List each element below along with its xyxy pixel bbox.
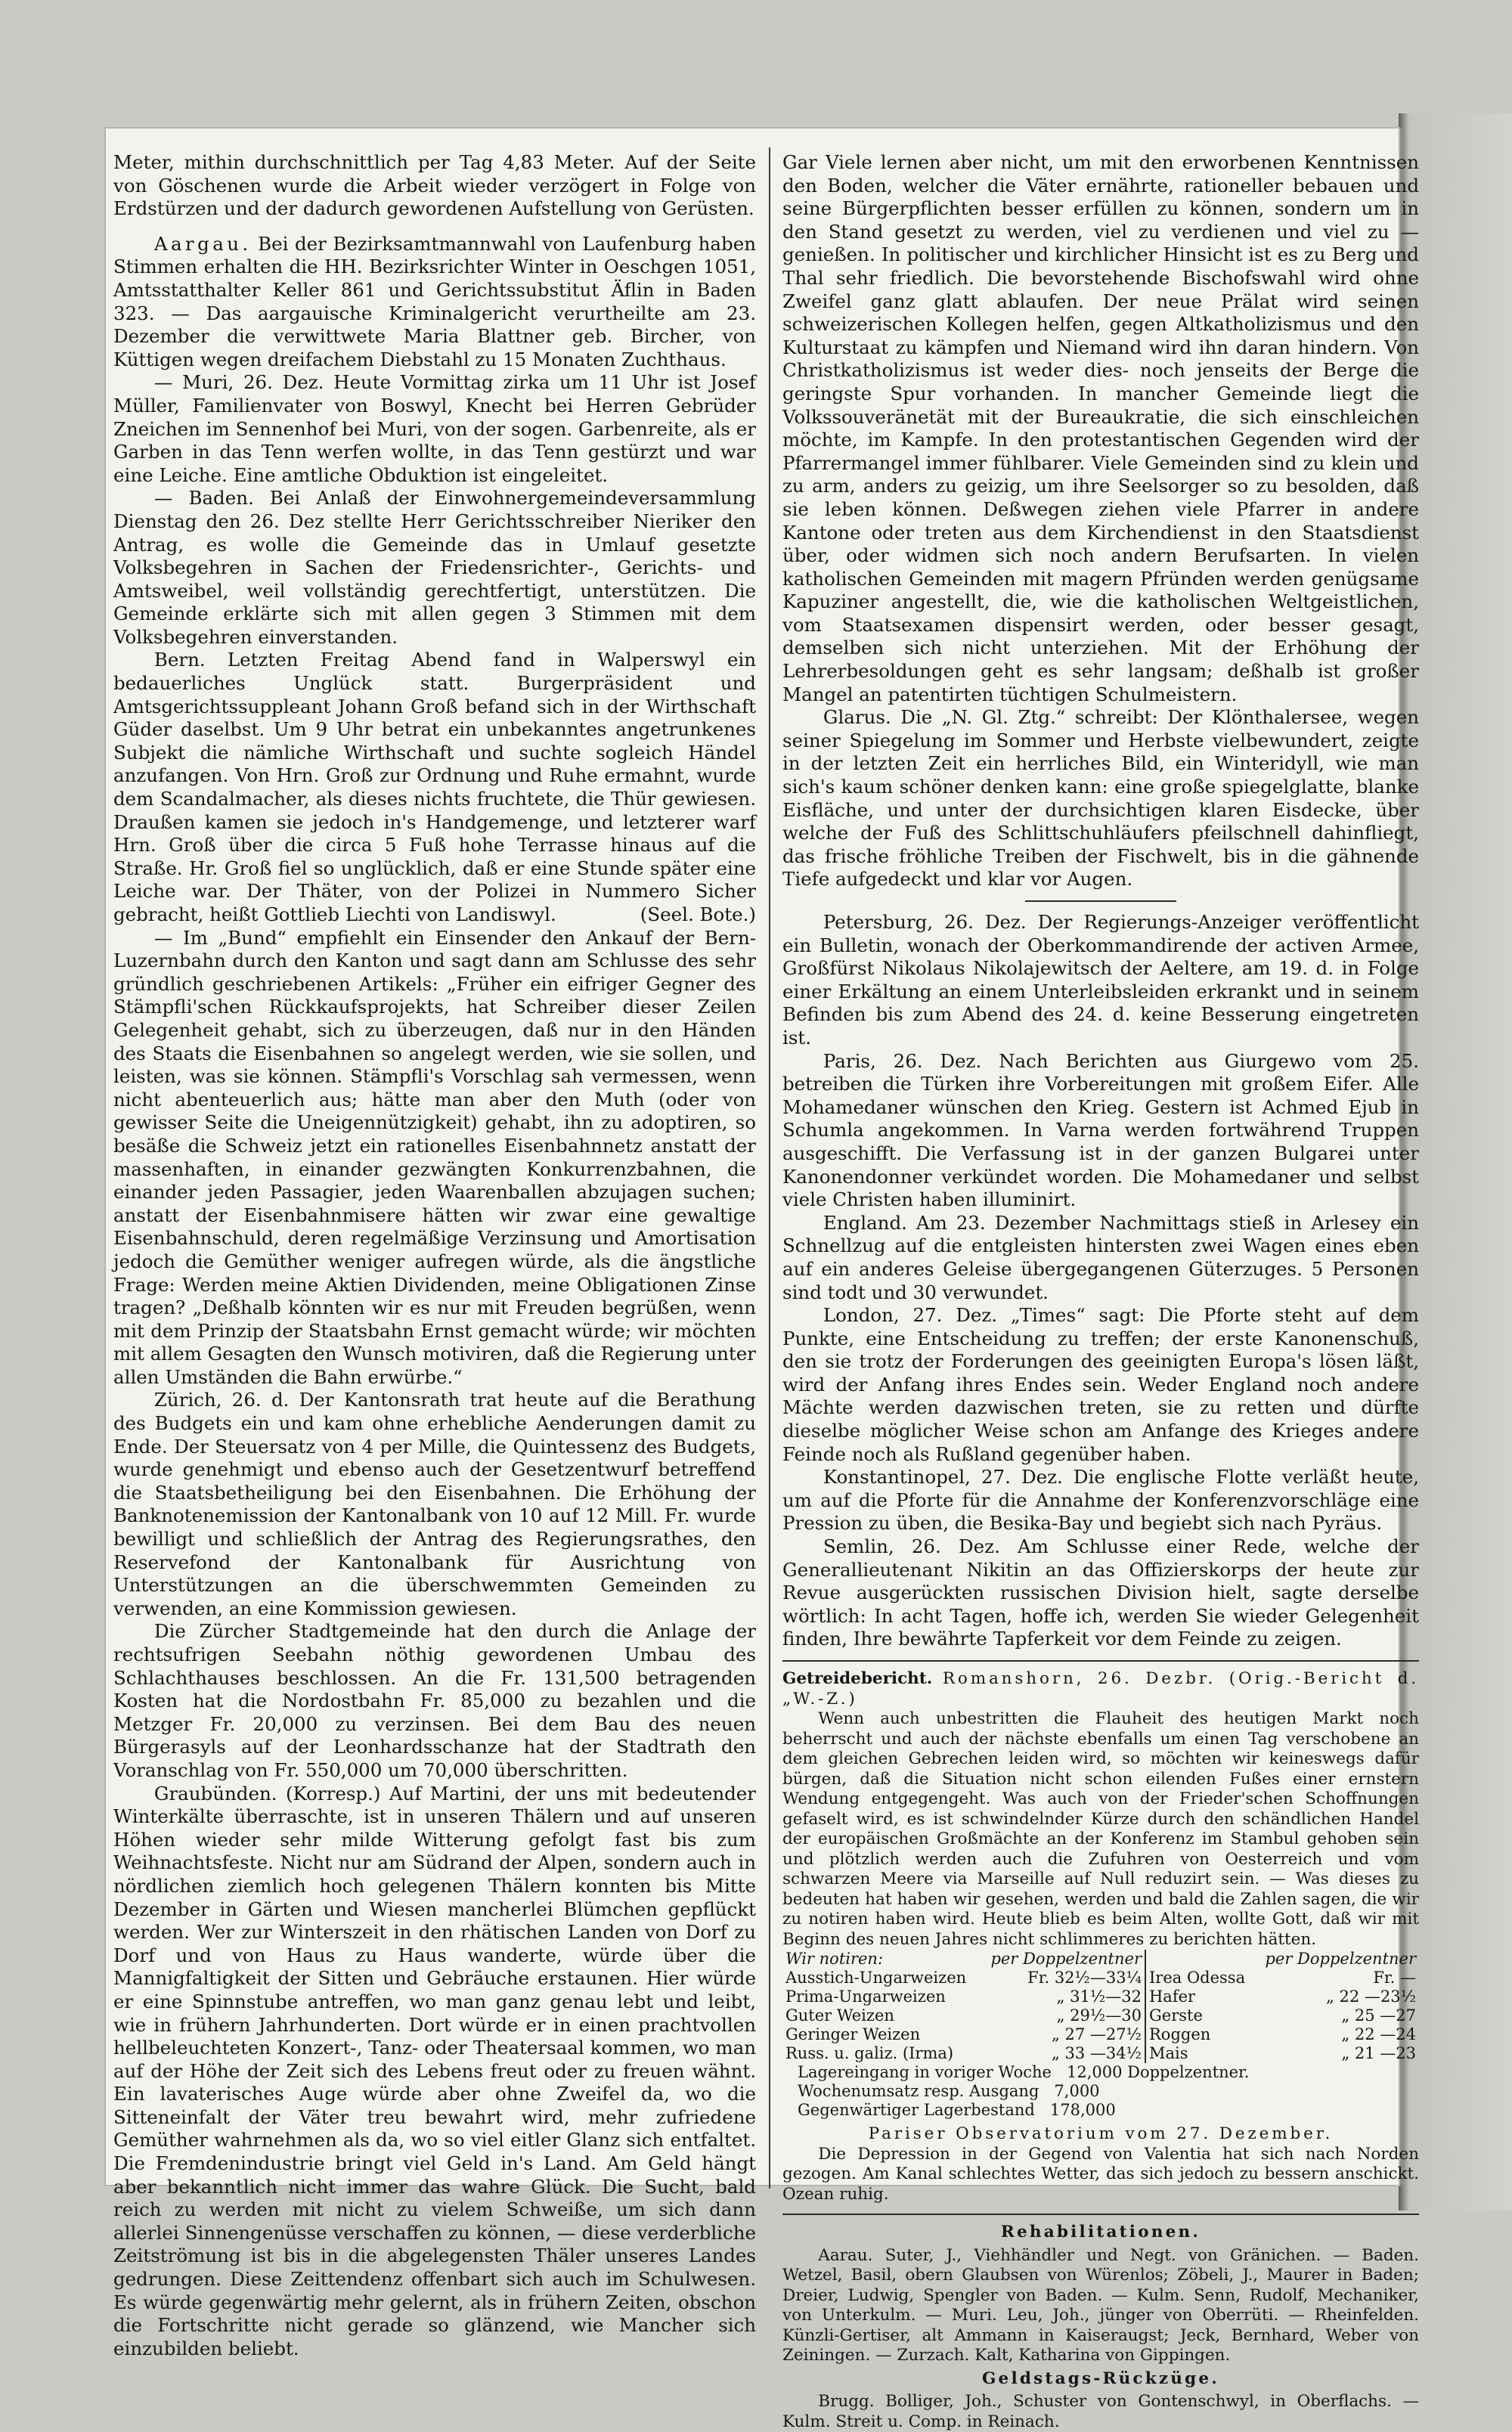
summary-row [798,2063,1419,2082]
observatory-head: Pariser Observatorium vom 27. Dezember. [868,2124,1334,2143]
grain-price-table [782,1950,1419,2063]
bern-body: Bern. Letzten Freitag Abend fand in Walperswyl ein bedauerliches Unglück statt. Burgerpräsident und Amtsgerichtssuppleant Johann Groß befand sich in der Wirthschaft Güder daselbst. Um 9 Uhr betrat ein unbekanntes angetrunkenes Subjekt die nämliche Wirthschaft und suchte sogleich Händel anzufangen. Von Hrn. Groß zur Ordnung und Ruhe ermahnt, wurde dem Scandalmacher, als dieses nichts fruchtete, die Thür gewiesen. Draußen kamen sie jedoch in's Handgemenge, und letzterer warf Hrn. Groß über die circa 5 Fuß hohe Terrasse hinaus auf die Straße. Hr. Groß fiel so unglücklich, daß er eine Stunde später eine Leiche war. Der Thäter, von der Polizei in Nummero Sicher gebracht, heißt Gottlieb Liechti von Landiswyl. [113,649,756,925]
left-header-unit: per Doppelzentner [990,1950,1142,1968]
table-row [782,2006,1419,2025]
notices [782,2223,1419,2432]
article-bund: — Im „Bund“ empfiehlt ein Einsender den Ankauf der Bern-Luzernbahn durch den Kanton und sagt dann am Schlusse des sehr gründlich geschriebenen Artikels: „Früher ein eifriger Gegner des Stämpfli'schen Rückkaufsprojekts, hat Schreiber dieser Zeilen Gelegenheit gehabt, sich zu überzeugen, daß nur in den Händen des Staats die Eisenbahnen so angelegt werden, wie sie sollen, und leisten, was sie können. Stämpfli's Vorschlag sah vermessen, wenn nicht abenteuerlich aus; hätte man aber den Muth (oder von gewisser Seite die Uneigennützigkeit) gehabt, ihn zu adoptiren, so besäße die Schweiz jetzt ein rationelles Eisenbahnnetz anstatt der massenhaften, in einander gezwängten Konkurrenzbahnen, die einander jeden Passagier, jeden Waarenballen abzujagen suchen; anstatt der Eisenbahnmisere hätten wir zwar eine gewaltige Eisenbahnschuld, deren regelmäßige Verzinsung und Amortisation jedoch die Gemüther weniger aufregen würde, als die ängstliche Frage: Werden meine Aktien Dividenden, meine Obligationen Zinse tragen? „Deßhalb könnten wir es nur mit Freuden begrüßen, wenn mit dem Prinzip der Staatsbahn Ernst gemacht würde; wir möchten mit allem Gesagten den Wunsch motiviren, daß die Regierung unter allen Umständen die Bahn erwürbe.“ [113,926,756,1388]
grain-head: Getreidebericht. [782,1669,933,1688]
grain-price: „ 27 —27½ [1051,2025,1142,2043]
observatory-body: Die Depression in der Gegend von Valentia hat sich nach Norden gezogen. Am Kanal schlechtes Wetter, das sich jedoch zu bessern anschickt. Ozean ruhig. [782,2144,1419,2204]
grain-place: Romanshorn, 26. Dezbr. (Orig.-Bericht d. „W.-Z.) [782,1669,1419,1709]
rehab-head: Rehabilitationen. [1000,2223,1201,2241]
grain-name: Roggen [1145,2025,1253,2044]
bern-source: (Seel. Bote.) [640,903,756,925]
article-england: England. Am 23. Dezember Nachmittags stieß in Arlesey ein Schnellzug auf die entgleisten hintersten zwei Wagen eines eben auf ein anderes Geleise übergegangenen Güterzuges. 5 Personen sind todt und 30 verwundet. [782,1211,1419,1303]
right-header-label [1145,1950,1253,1969]
article-muri: — Muri, 26. Dez. Heute Vormittag zirka um 11 Uhr ist Josef Müller, Familienvater von Boswyl, Knecht bei Herren Gebrüder Zneichen im Sennenhof bei Muri, von der sogen. Garbenreite, als er Garben in das Tenn werfen wollte, in das Tenn gestürzt und war eine Leiche. Eine amtliche Obduktion ist eingeleitet. [113,371,756,486]
grain-name: Irea Odessa [1145,1969,1253,1987]
divider [1025,900,1176,902]
grain-heading [782,1669,1419,1709]
table-row [782,2025,1419,2044]
grain-body: Wenn auch unbestritten die Flauheit des heutigen Markt noch beherrscht und auch der nächste ebenfalls um einen Tag verschobene an dem gleichen Gebrechen leiden wird, so möchten wir keineswegs dafür bürgen, daß die Situation nicht schon eilenden Fußes einer ernstern Wendung entgegengeht. Was auch von der Frieder'schen Schoffnungen gefaselt wird, es ist schwindelnder Kürze durch den schändlichen Handel der europäischen Großmächte an der Konferenz im Stambul gehoben sein und plötzlich werden auch die Zufuhren von Oesterreich und vom schwarzen Meere via Marseille auf Null reduzirt sein. — Was dieses zu bedeuten hat haben wir gesehen, werden und bald die Zahlen sagen, die wir zu notiren haben wird. Heute blieb es beim Alten, wollte Gott, daß wir mit Beginn des neuen Jahres nicht schlimmeres zu berichten hätten. [782,1709,1419,1949]
aargau-body: Bei der Bezirksamtmannwahl von Laufenburg haben Stimmen erhalten die HH. Bezirksrichter Winter in Oeschgen 1051, Amtsstatthalter Keller 861 und Gerichtssubstitut Äflin in Baden 323. — Das aargauische Kriminalgericht verurtheilte am 23. Dezember die verwittwete Maria Blattner geb. Bircher, von Küttigen wegen dreifachem Diebstahl zu 15 Monaten Zuchthaus. [113,232,756,370]
grain-price: „ 31½—32 [1056,1987,1142,2006]
grain-name: Guter Weizen [785,2006,894,2025]
article-petersburg: Petersburg, 26. Dez. Der Regierungs-Anzeiger veröffentlicht ein Bulletin, wonach der Oberkommandirende der activen Armee, Großfürst Nikolaus Nikolajewitsch der Aeltere, am 19. d. in Folge einer Erkältung an einem Unterleibsleiden erkrankt und in seinem Befinden bis zum Abend des 24. d. keine Besserung eingetreten ist. [782,911,1419,1049]
grain-name: Russ. u. galiz. (Irma) [785,2044,954,2062]
left-column [113,151,756,2360]
grain-price: „ 22 —24 [1341,2025,1416,2043]
aargau-head: Aargau. [153,232,252,255]
summary-row [798,2101,1419,2120]
article-graubuenden: Graubünden. (Korresp.) Auf Martini, der uns mit bedeutender Winterkälte überraschte, ist in unseren Thälern und auf unseren Höhen wieder sehr milde Witterung gefolgt fast bis zum Weihnachtsfeste. Nicht nur am Südrand der Alpen, sondern auch in nördlichen ziemlich hoch gelegenen Thälern konnten bis Mitte Dezember in Gärten und Wiesen mancherlei Blümchen gepflückt werden. Wer zur Winterszeit in den rhätischen Landen von Dorf zu Dorf und von Haus zu Haus wanderte, würde über die Mannigfaltigkeit der Sitten und Gebräuche erstaunen. Hier würde er eine Spinnstube antreffen, wo man ganz genau lebt und leibt, wie in frühern Jahrhunderten. Dort würde er in einen prachtvollen hellbeleuchteten Konzert-, Tanz- oder Theatersaal kommen, wo man auf der Höhe der Zeit sich des Lebens freut oder zu freuen wähnt. Ein lavaterisches Auge würde aber ohne Zweifel da, wo die Sitteneinfalt der Väter treu bewahrt wird, mehr zufriedene Gemüther wahrnehmen als da, wo so viel eitler Glanz sich entfaltet. Die Fremdenindustrie bringt viel Geld in's Land. Am Geld hängt aber bekanntlich nicht immer das wahre Glück. Die Sucht, bald reich zu werden mit nicht zu vielem Schweiße, um sich dann allerlei Sinnengenüsse verschaffen zu können, — diese verderbliche Zeitströmung ist bis in die abgelegensten Thäler unseres Landes gedrungen. Diese Zeittendenz offenbart sich auch im Schulwesen. Es würde gegenwärtig mehr gelernt, als in frühern Zeiten, obschon die Fortschritte nicht gerade so glänzend, wie Mancher sich einzubilden beliebt. [113,1782,756,2359]
article-glarus: Glarus. Die „N. Gl. Ztg.“ schreibt: Der Klönthalersee, wegen seiner Spiegelung im Sommer und Herbste vielbewundert, zeigte in der letzten Zeit ein herrliches Bild, ein Winteridyll, wie man sich's kaum schöner denken kann: eine große spiegelglatte, blanke Eisfläche, und unter der durchsichtigen klaren Eisdecke, über welche der Fuß des Schlittschuhläufers pfeilschnell dahinfliegt, das frische fröhliche Treiben der Fischwelt, bis in die gähnende Tiefe aufgedeckt und klar vor Augen. [782,706,1419,891]
summary-value: 12,000 Doppelzentner. [1066,2063,1250,2081]
summary-row [798,2082,1419,2101]
grain-price: „ 22 —23½ [1325,1987,1416,2006]
summary-label: Gegenwärtiger Lagerbestand [798,2101,1035,2119]
article-zuerich: Zürich, 26. d. Der Kantonsrath trat heute auf die Berathung des Budgets ein und kam ohne erhebliche Aenderungen damit zu Ende. Der Steuersatz von 4 per Mille, die Quintessenz des Budgets, wurde genehmigt und ebenso auch der Gesetzentwurf betreffend die Staatsbetheiligung bei den Eisenbahnen. Die Erhöhung der Banknotenemission der Kantonalbank von 10 auf 12 Mill. Fr. wurde bewilligt und schließlich der Antrag des Regierungsrathes, den Reservefond der Kantonalbank für Ausrichtung von Unterstützungen an die überschwemmten Gemeinden zu verwenden, an eine Kommission gewiesen. [113,1389,756,1619]
geld-body: Brugg. Bolliger, Joh., Schuster von Gontenschwyl, in Oberflachs. — Kulm. Streit u. Comp. in Reinach. [782,2392,1419,2431]
grain-price: Fr. — [1373,1969,1416,1987]
grain-report [782,1669,1419,2204]
article-graubuenden-cont: Gar Viele lernen aber nicht, um mit den erworbenen Kenntnissen den Boden, welcher die Väter ernährte, rationeller bebauen und seine Bürgerpflichten besser erfüllen zu können, sondern um in den Stand gesetzt zu werden, viel zu verdienen und viel zu — genießen. In politischer und kirchlicher Hinsicht ist es zu Berg und Thal sehr friedlich. Die bevorstehende Bischofswahl wird ohne Zweifel ganz glatt ablaufen. Der neue Prälat wird seinen schweizerischen Kollegen helfen, gegen Altkatholizismus und den Kulturstaat zu kämpfen und Niemand wird ihn daran hindern. Von Christkatholizismus ist weder dies- noch jenseits der Berge die geringste Spur vorhanden. In mancher Gemeinde liegt die Volkssouveränetät mit der Bureaukratie, die sich einschleichen möchte, im Kampfe. In den protestantischen Gegenden wird der Pfarrermangel immer fühlbarer. Viele Gemeinden sind zu klein und zu arm, anders zu geizig, um ihre Seelsorger so zu besolden, daß sie leben können. Deßwegen ziehen viele Pfarrer in andere Kantone oder treten aus dem Kirchendienst in den Staatsdienst über, oder widmen sich noch andern Berufsarten. In vielen katholischen Gemeinden mit magern Pfründen werden genügsame Kapuziner angestellt, die, wie die katholischen Weltgeistlichen, vom Staatsexamen dispensirt werden, oder besser gesagt, demselben sich nicht unterziehen. Mit der Erhöhung der Lehrerbesoldungen geht es sehr langsam; deßhalb ist großer Mangel an patentirten tüchtigen Schulmeistern. [782,151,1419,705]
grain-name: Mais [1145,2044,1253,2063]
grain-price: „ 33 —34½ [1051,2044,1142,2062]
right-column [782,151,1419,2432]
table-row [782,1969,1419,1987]
summary-label: Wochenumsatz resp. Ausgang [798,2082,1040,2100]
table-row [782,2044,1419,2063]
grain-name: Geringer Weizen [785,2025,921,2043]
right-header-unit: per Doppelzentner [1265,1950,1416,1968]
table-header-row [782,1950,1419,1969]
article-zuercher-stadt: Die Zürcher Stadtgemeinde hat den durch die Anlage der rechtsufrigen Seebahn nöthig gewordenen Umbau des Schlachthauses beschlossen. An die Fr. 131,500 betragenden Kosten hat die Nordostbahn Fr. 85,000 zu bezahlen und die Metzger Fr. 20,000 zu verzinsen. Bei dem Bau des neuen Bürgerasyls auf der Leonhardsschanze hat der Stadtrath den Voranschlag von Fr. 550,000 um 70,000 überschritten. [113,1620,756,1781]
article-london: London, 27. Dez. „Times“ sagt: Die Pforte steht auf dem Punkte, eine Entscheidung zu treffen; der erste Kanonenschuß, den sie trotz der Forderungen des geeinigten Europa's lösen läßt, wird der Anfang ihres Endes sein. Weder England noch andere Mächte werden dazwischen treten, sie zu retten und dürfte dieselbe möglicher Weise schon am Anfange des Krieges andere Feinde noch als Rußland gegenüber haben. [782,1304,1419,1465]
grain-summary [782,2063,1419,2120]
rehab-body: Aarau. Suter, J., Viehhändler und Negt. von Gränichen. — Baden. Wetzel, Basil, obern Glaubsen von Würenlos; Zöbeli, J., Maurer in Baden; Dreier, Ludwig, Spengler von Baden. — Kulm. Senn, Rudolf, Mechaniker, von Unterkulm. — Muri. Leu, Joh., jünger von Oberrüti. — Rheinfelden. Künzli-Gertiser, alt Ammann in Kaiseraugst; Jeck, Bernhard, Weber von Zeiningen. — Zurzach. Kalt, Katharina von Gippingen. [782,2245,1419,2365]
grain-price: „ 25 —27 [1341,2006,1416,2025]
table-row [782,1987,1419,2006]
article-paris: Paris, 26. Dez. Nach Berichten aus Giurgewo vom 25. betreiben die Türken ihre Vorbereitungen mit großem Eifer. Alle Mohamedaner wünschen den Krieg. Gestern ist Achmed Ejub in Schumla angekommen. In Varna werden fortwährend Truppen ausgeschifft. Die Verfassung ist in der ganzen Bulgarei unter Kanonendonner verkündet worden. Die Mohamedaner und selbst viele Christen haben illuminirt. [782,1049,1419,1211]
article-bern [113,649,756,926]
grain-price: „ 29½—30 [1056,2006,1142,2025]
divider [782,2214,1419,2215]
article-gotthard: Meter, mithin durchschnittlich per Tag 4,83 Meter. Auf der Seite von Göschenen wurde die Arbeit wieder verzögert in Folge von Erdstürzen und der dadurch gewordenen Aufstellung von Gerüsten. [113,151,756,220]
column-rule [769,147,770,2189]
article-semlin: Semlin, 26. Dez. Am Schlusse einer Rede, welche der Generallieutenant Nikitin an das Offizierskorps der heute zur Revue ausgerückten russischen Division hielt, sagte derselbe wörtlich: In acht Tagen, hoffe ich, werden Sie wieder Gelegenheit finden, Ihre bewährte Tapferkeit vor dem Feinde zu zeigen. [782,1535,1419,1650]
grain-name: Gerste [1145,2006,1253,2025]
divider [782,1660,1419,1662]
grain-price: „ 21 —23 [1341,2044,1416,2062]
grain-name: Ausstich-Ungarweizen [785,1969,967,1987]
summary-value: 178,000 [1049,2101,1116,2119]
summary-value: 7,000 [1054,2082,1100,2100]
article-baden: — Baden. Bei Anlaß der Einwohnergemeindeversammlung Dienstag den 26. Dez stellte Herr Gerichtsschreiber Nieriker den Antrag, es wolle die Gemeinde das in Umlauf gesetzte Volksbegehren in Sachen der Friedensrichter-, Gerichts- und Amtsweibel, weil vollständig gerechtfertigt, unterstützen. Die Gemeinde erklärte sich mit allen gegen 3 Stimmen mit dem Volksbegehren einverstanden. [113,487,756,648]
left-header-label: Wir notiren: [785,1950,884,1968]
grain-name: Prima-Ungarweizen [785,1987,946,2006]
grain-price: Fr. 32½—33¼ [1027,1969,1142,1987]
article-aargau [113,233,756,372]
grain-name: Hafer [1145,1987,1253,2006]
geld-head: Geldstags-Rückzüge. [981,2368,1220,2388]
summary-label: Lagereingang in voriger Woche [798,2063,1052,2081]
article-konstantinopel: Konstantinopel, 27. Dez. Die englische Flotte verläßt heute, um auf die Pforte für die Annahme der Konferenzvorschläge eine Pression zu üben, die Besika-Bay und begiebt sich nach Pyräus. [782,1466,1419,1535]
